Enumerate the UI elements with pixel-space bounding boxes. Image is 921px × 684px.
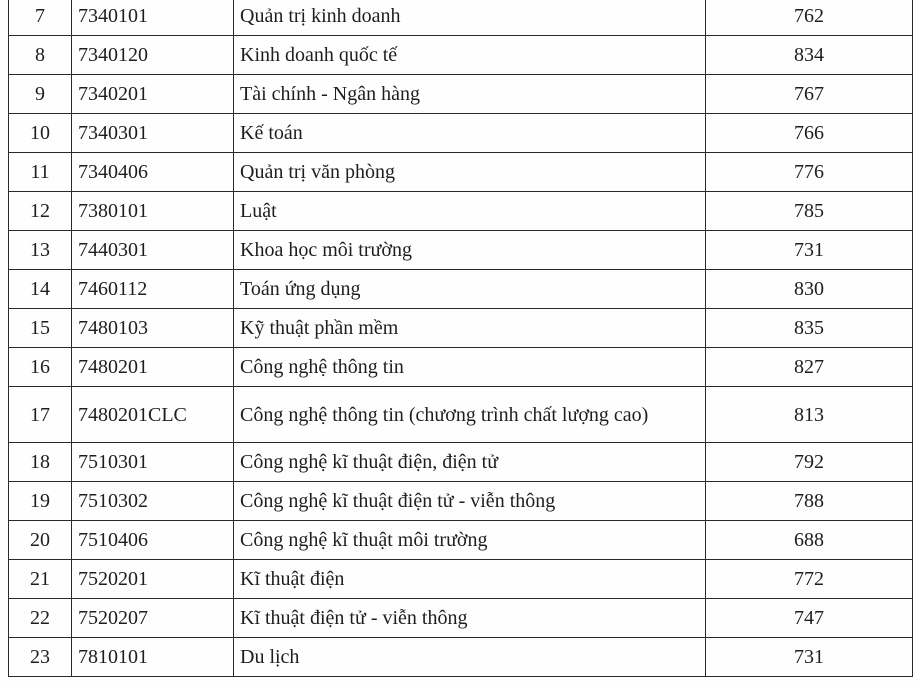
table-row (9, 521, 913, 560)
table-row (9, 36, 913, 75)
table-row (9, 153, 913, 192)
score-value: 827 (706, 348, 913, 387)
major-code: 7380101 (72, 192, 234, 231)
table-row (9, 0, 913, 36)
major-name: Công nghệ kĩ thuật điện tử - viễn thông (234, 482, 706, 521)
row-number: 19 (9, 482, 72, 521)
major-name: Khoa học môi trường (234, 231, 706, 270)
row-number: 12 (9, 192, 72, 231)
row-number: 9 (9, 75, 72, 114)
major-code: 7340120 (72, 36, 234, 75)
major-code: 7480201CLC (72, 387, 234, 443)
table-row (9, 638, 913, 677)
major-name: Tài chính - Ngân hàng (234, 75, 706, 114)
major-code: 7340301 (72, 114, 234, 153)
score-value: 834 (706, 36, 913, 75)
major-code: 7480201 (72, 348, 234, 387)
major-code: 7480103 (72, 309, 234, 348)
major-code: 7340101 (72, 0, 234, 36)
row-number: 23 (9, 638, 72, 677)
table-row (9, 599, 913, 638)
score-value: 731 (706, 638, 913, 677)
table-row (9, 348, 913, 387)
major-name: Quản trị văn phòng (234, 153, 706, 192)
table-row (9, 75, 913, 114)
score-value: 731 (706, 231, 913, 270)
score-value: 766 (706, 114, 913, 153)
major-code: 7510302 (72, 482, 234, 521)
major-code: 7510406 (72, 521, 234, 560)
table-row (9, 114, 913, 153)
row-number: 14 (9, 270, 72, 309)
row-number: 11 (9, 153, 72, 192)
score-value: 788 (706, 482, 913, 521)
major-name: Công nghệ thông tin (chương trình chất lượng cao) (234, 387, 706, 443)
major-code: 7340406 (72, 153, 234, 192)
score-value: 830 (706, 270, 913, 309)
major-name: Kĩ thuật điện (234, 560, 706, 599)
table-row (9, 309, 913, 348)
row-number: 20 (9, 521, 72, 560)
row-number: 10 (9, 114, 72, 153)
table-row (9, 231, 913, 270)
row-number: 8 (9, 36, 72, 75)
major-code: 7440301 (72, 231, 234, 270)
row-number: 15 (9, 309, 72, 348)
major-name: Luật (234, 192, 706, 231)
major-name: Kinh doanh quốc tế (234, 36, 706, 75)
major-name: Toán ứng dụng (234, 270, 706, 309)
major-name: Du lịch (234, 638, 706, 677)
row-number: 18 (9, 443, 72, 482)
score-value: 762 (706, 0, 913, 36)
score-value: 835 (706, 309, 913, 348)
major-name: Công nghệ kĩ thuật môi trường (234, 521, 706, 560)
major-code: 7810101 (72, 638, 234, 677)
major-name: Kĩ thuật điện tử - viễn thông (234, 599, 706, 638)
major-name: Công nghệ thông tin (234, 348, 706, 387)
row-number: 13 (9, 231, 72, 270)
score-value: 813 (706, 387, 913, 443)
table-row (9, 192, 913, 231)
table-row (9, 270, 913, 309)
major-code: 7340201 (72, 75, 234, 114)
major-name: Quản trị kinh doanh (234, 0, 706, 36)
row-number: 7 (9, 0, 72, 36)
table-row (9, 560, 913, 599)
row-number: 17 (9, 387, 72, 443)
score-value: 747 (706, 599, 913, 638)
row-number: 22 (9, 599, 72, 638)
table-row (9, 387, 913, 443)
major-name: Công nghệ kĩ thuật điện, điện tử (234, 443, 706, 482)
admission-scores-table (8, 0, 913, 677)
major-code: 7520201 (72, 560, 234, 599)
major-name: Kỹ thuật phần mềm (234, 309, 706, 348)
major-name: Kế toán (234, 114, 706, 153)
score-value: 785 (706, 192, 913, 231)
score-value: 792 (706, 443, 913, 482)
row-number: 21 (9, 560, 72, 599)
score-value: 772 (706, 560, 913, 599)
score-value: 776 (706, 153, 913, 192)
row-number: 16 (9, 348, 72, 387)
score-value: 767 (706, 75, 913, 114)
major-code: 7460112 (72, 270, 234, 309)
major-code: 7520207 (72, 599, 234, 638)
major-code: 7510301 (72, 443, 234, 482)
table-row (9, 482, 913, 521)
table-row (9, 443, 913, 482)
score-value: 688 (706, 521, 913, 560)
